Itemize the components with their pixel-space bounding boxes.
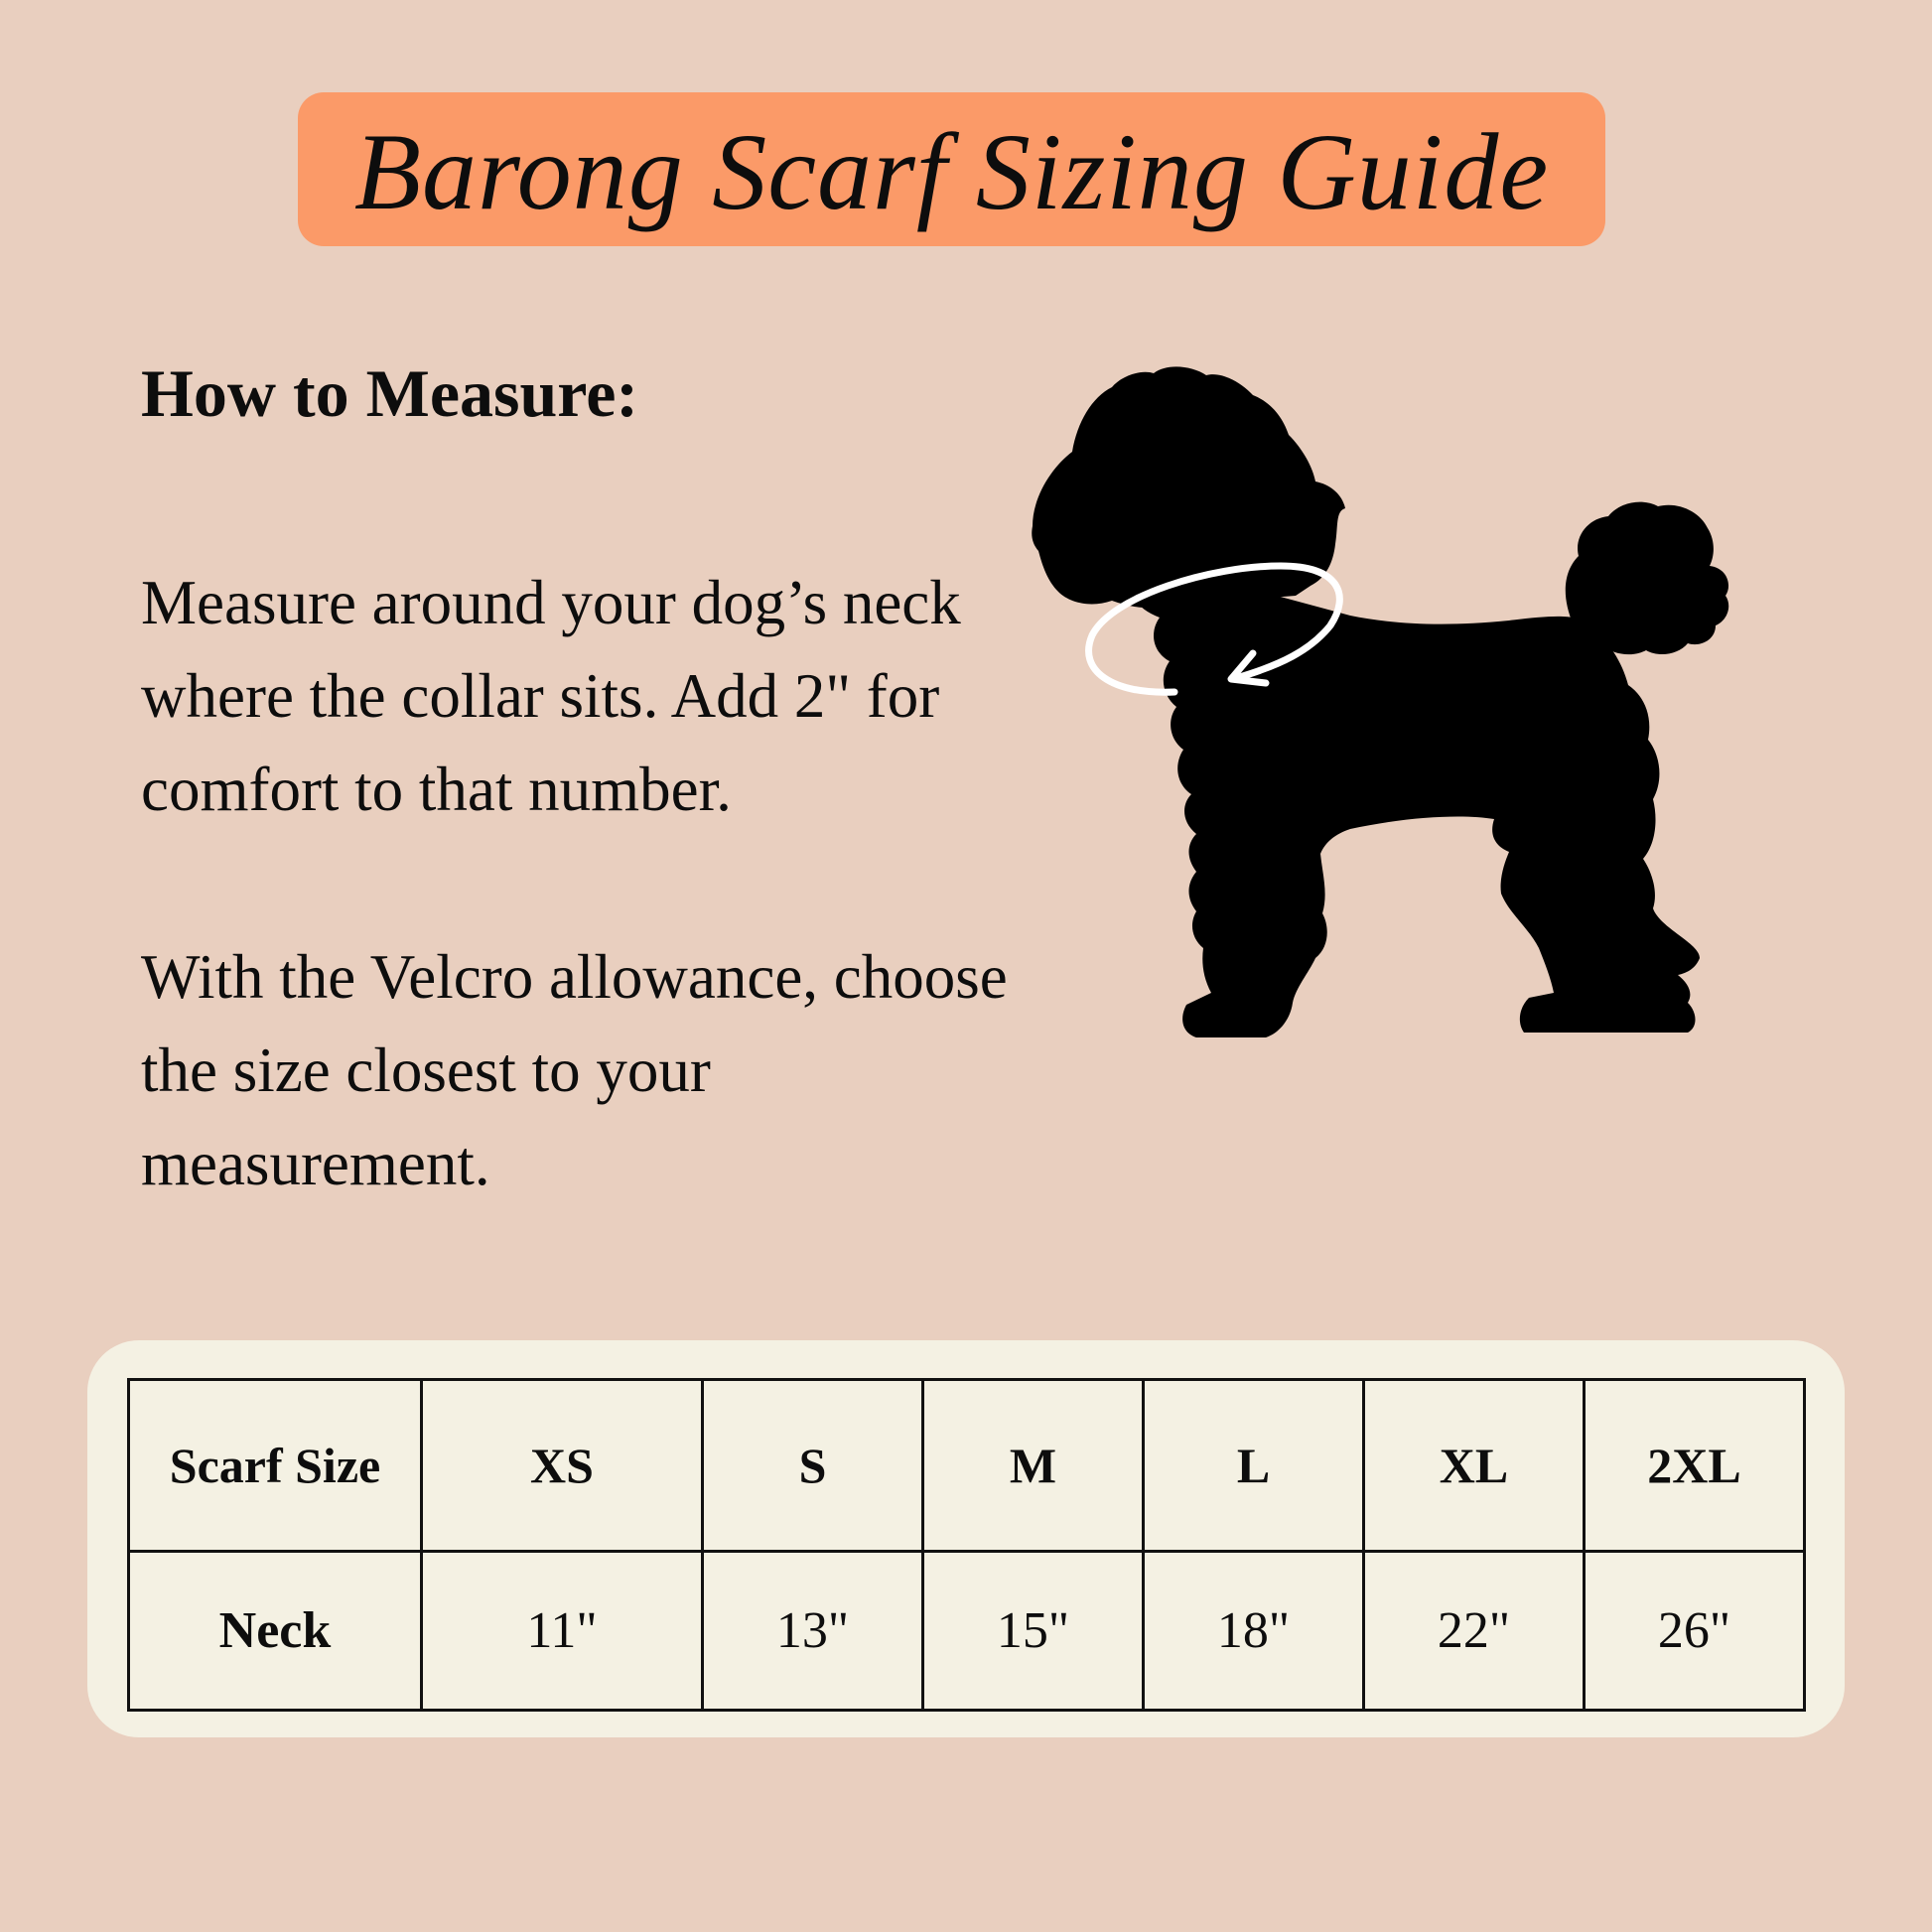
title-banner [298,92,1605,246]
neck-cell: 18" [1144,1552,1364,1711]
table-row-neck [129,1552,1805,1711]
size-cell: S [703,1380,923,1552]
neck-cell: 13" [703,1552,923,1711]
neck-header: Neck [129,1552,422,1711]
dog-silhouette-icon [1013,357,1737,1052]
scarf-size-header: Scarf Size [129,1380,422,1552]
size-cell: M [923,1380,1144,1552]
measure-instructions: Measure around your dog’s neck where the collar sits. Add 2" for comfort to that number. [141,568,961,824]
size-table [127,1378,1806,1712]
table-row-sizes [129,1380,1805,1552]
neck-cell: 26" [1585,1552,1805,1711]
size-cell: L [1144,1380,1364,1552]
page-title: Barong Scarf Sizing Guide [353,110,1550,232]
how-to-measure-heading: How to Measure: [141,355,639,431]
dog-tail-shape [1566,502,1728,654]
size-table-panel [87,1340,1845,1737]
neck-cell: 11" [422,1552,703,1711]
velcro-note: With the Velcro allowance, choose the size closest to your measurement. [141,942,1008,1198]
size-cell: XS [422,1380,703,1552]
neck-cell: 15" [923,1552,1144,1711]
size-cell: XL [1364,1380,1585,1552]
dog-head-shape [1032,366,1345,608]
neck-cell: 22" [1364,1552,1585,1711]
size-cell: 2XL [1585,1380,1805,1552]
